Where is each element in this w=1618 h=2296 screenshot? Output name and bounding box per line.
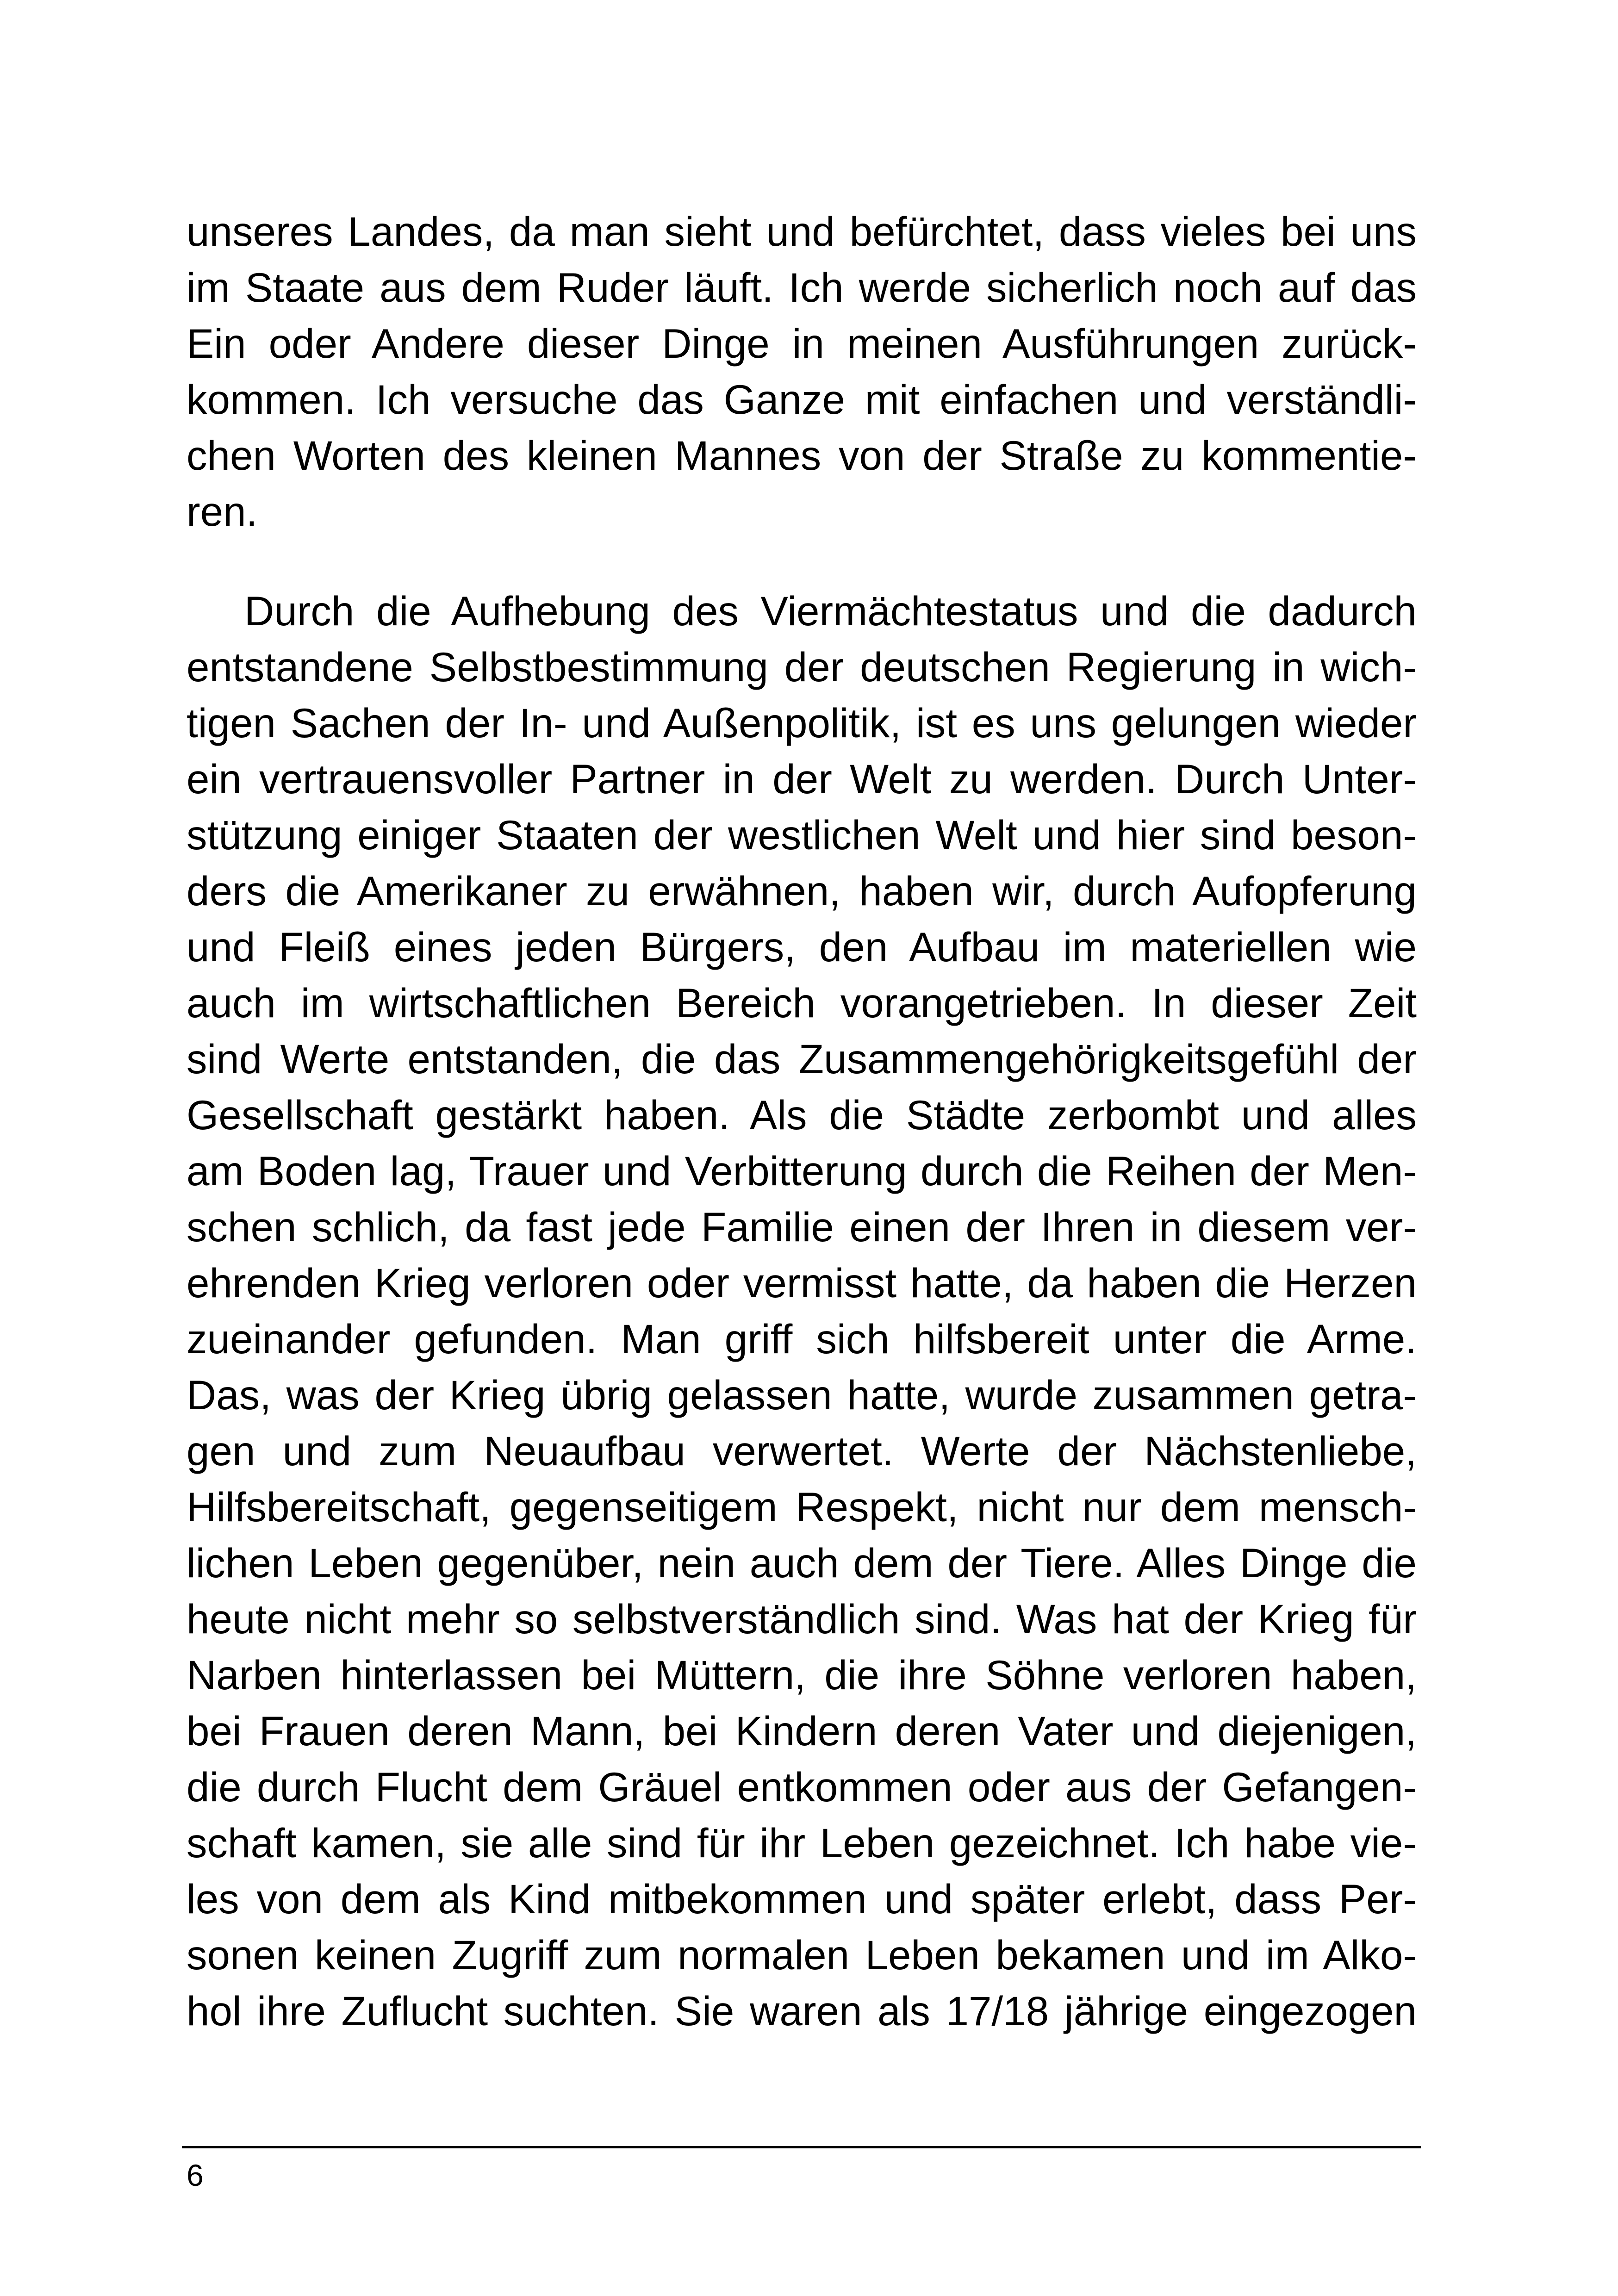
text-line: gen und zum Neuaufbau verwertet. Werte der Nächstenliebe, bbox=[187, 1428, 1417, 1474]
text-line: und Fleiß eines jeden Bürgers, den Aufbau im materiellen wie bbox=[187, 924, 1417, 970]
text-line: kommen. Ich versuche das Ganze mit einfachen und verständli- bbox=[187, 376, 1417, 423]
text-line: Ein oder Andere dieser Dinge in meinen Ausführungen zurück- bbox=[187, 320, 1417, 367]
text-line: Durch die Aufhebung des Viermächtestatus und die dadurch bbox=[244, 588, 1417, 634]
text-line: ehrenden Krieg verloren oder vermisst hatte, da haben die Herzen bbox=[187, 1260, 1417, 1306]
paragraph-2 bbox=[187, 583, 1417, 2039]
text-line: schen schlich, da fast jede Familie einen der Ihren in diesem ver- bbox=[187, 1204, 1417, 1250]
text-line: die durch Flucht dem Gräuel entkommen oder aus der Gefangen- bbox=[187, 1764, 1417, 1810]
text-line: stützung einiger Staaten der westlichen Welt und hier sind beson- bbox=[187, 812, 1417, 858]
text-line: sind Werte entstanden, die das Zusammengehörigkeitsgefühl der bbox=[187, 1036, 1417, 1082]
text-line: heute nicht mehr so selbstverständlich sind. Was hat der Krieg für bbox=[187, 1596, 1417, 1642]
text-line: ein vertrauensvoller Partner in der Welt zu werden. Durch Unter- bbox=[187, 756, 1417, 802]
text-line: ren. bbox=[187, 488, 258, 535]
text-line: les von dem als Kind mitbekommen und später erlebt, dass Per- bbox=[187, 1876, 1417, 1922]
text-line: ders die Amerikaner zu erwähnen, haben wir, durch Aufopferung bbox=[187, 868, 1417, 914]
text-line: Hilfsbereitschaft, gegenseitigem Respekt, nicht nur dem mensch- bbox=[187, 1484, 1417, 1530]
text-line: unseres Landes, da man sieht und befürchtet, dass vieles bei uns bbox=[187, 208, 1417, 255]
text-line: zueinander gefunden. Man griff sich hilfsbereit unter die Arme. bbox=[187, 1316, 1417, 1362]
text-line: lichen Leben gegenüber, nein auch dem der Tiere. Alles Dinge die bbox=[187, 1540, 1417, 1586]
text-line: auch im wirtschaftlichen Bereich vorangetrieben. In dieser Zeit bbox=[187, 980, 1417, 1026]
text-line: sonen keinen Zugriff zum normalen Leben bekamen und im Alko- bbox=[187, 1932, 1417, 1978]
page-number: 6 bbox=[187, 2158, 204, 2192]
text-line: tigen Sachen der In- und Außenpolitik, ist es uns gelungen wieder bbox=[187, 700, 1417, 746]
text-line: entstandene Selbstbestimmung der deutschen Regierung in wich- bbox=[187, 644, 1417, 690]
text-line: hol ihre Zuflucht suchten. Sie waren als 17/18 jährige eingezogen bbox=[187, 1988, 1417, 2034]
text-line: im Staate aus dem Ruder läuft. Ich werde sicherlich noch auf das bbox=[187, 264, 1417, 311]
text-line: am Boden lag, Trauer und Verbitterung durch die Reihen der Men- bbox=[187, 1148, 1417, 1194]
text-line: bei Frauen deren Mann, bei Kindern deren Vater und diejenigen, bbox=[187, 1708, 1417, 1754]
text-line: chen Worten des kleinen Mannes von der Straße zu kommentie- bbox=[187, 432, 1417, 479]
footer-rule bbox=[182, 2146, 1421, 2148]
text-line: schaft kamen, sie alle sind für ihr Leben gezeichnet. Ich habe vie- bbox=[187, 1820, 1417, 1866]
text-line: Das, was der Krieg übrig gelassen hatte, wurde zusammen getra- bbox=[187, 1372, 1417, 1418]
text-line: Narben hinterlassen bei Müttern, die ihre Söhne verloren haben, bbox=[187, 1652, 1417, 1698]
text-line: Gesellschaft gestärkt haben. Als die Städte zerbombt und alles bbox=[187, 1092, 1417, 1138]
paragraph-1 bbox=[187, 204, 1417, 540]
